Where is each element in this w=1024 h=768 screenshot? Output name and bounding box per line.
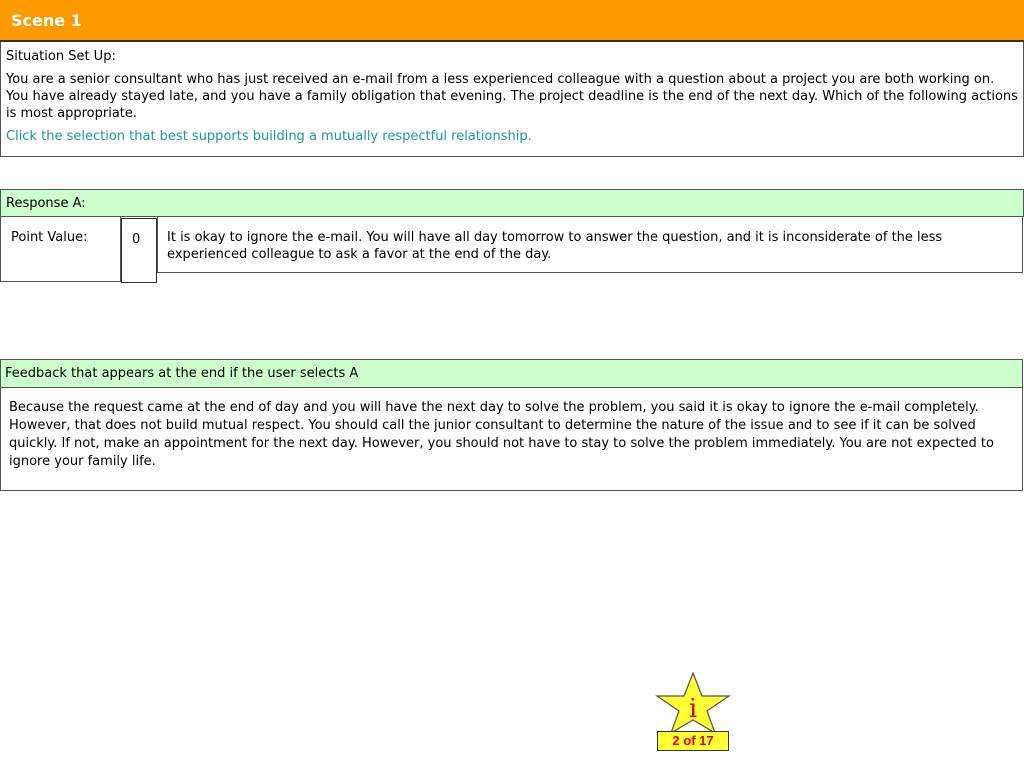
point-value-field[interactable]: 0 xyxy=(121,218,157,283)
feedback-text: Because the request came at the end of day and you will have the next day to solve the problem, you said it is okay to ignore the e-mail completely. However, that does not build mutual respect. You should call the junior consultant to determine the nature of the issue and to see if it can be solved quickly. If not, make an appointment for the next day. However, you should not have to stay to solve the problem immediately. You are not expected to ignore your family life. xyxy=(0,388,1023,491)
instruction-text: Click the selection that best supports building a mutually respectful relationship. xyxy=(6,129,532,144)
info-star-icon[interactable] xyxy=(655,672,731,734)
situation-text: You are a senior consultant who has just received an e-mail from a less experienced colleague with a question about a project you are both working on. You have already stayed late, and you have a family obligation that evening. The project deadline is the end of the next day. Which of the following actions is most appropriate. xyxy=(6,72,1018,121)
response-option-a[interactable]: It is okay to ignore the e-mail. You will have all day tomorrow to answer the question, and it is inconsiderate of the less experienced colleague to ask a favor at the end of the day. xyxy=(157,217,1023,273)
situation-heading: Situation Set Up: xyxy=(6,49,116,64)
info-glyph: i xyxy=(688,694,698,724)
response-heading: Response A: xyxy=(0,189,1024,217)
page-counter: 2 of 17 xyxy=(657,731,729,751)
situation-panel xyxy=(0,42,1024,157)
point-value-label: Point Value: xyxy=(0,217,121,282)
scene-header xyxy=(0,0,1024,42)
feedback-heading: Feedback that appears at the end if the user selects A xyxy=(0,359,1023,388)
scene-title: Scene 1 xyxy=(11,11,82,30)
